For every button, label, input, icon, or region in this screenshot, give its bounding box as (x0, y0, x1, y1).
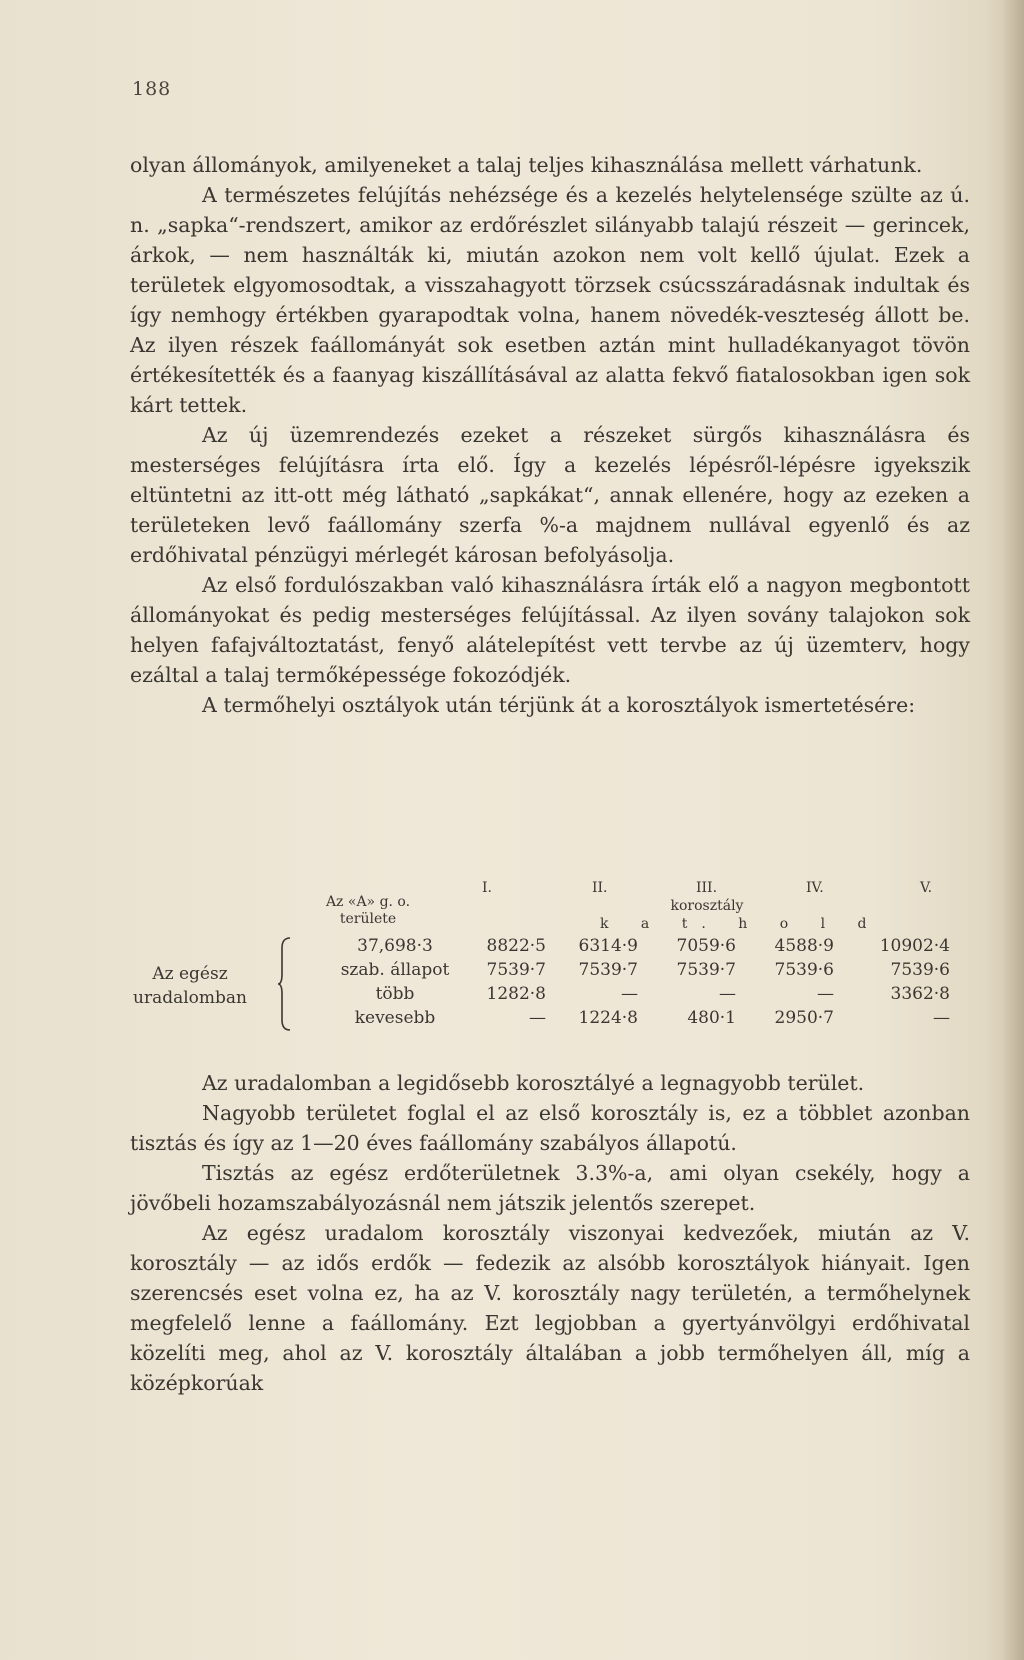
class-header-1: I. (482, 880, 492, 896)
cell: 7539·7 (486, 960, 546, 980)
paragraph: A természetes felújítás nehézsége és a kezelés helytelensége szülte az ú. n. „sapka“-rendszert, amikor az erdőrészlet silányabb talajú részeit — gerincek, árkok, — nem használták ki, miután azokon nem volt kellő újulat. Ezek a területek elgyomosodtak, a visszahagyott törzsek csúcsszáradásnak indultak és így nemhogy értékben gyarapodtak volna, hanem növedék-veszteség állott be. Az ilyen részek faállományát sok esetben aztán mint hulladékanyagot tövön értékesítették és a faanyag kiszállításával az alatta fekvő fiatalosokban igen sok kárt tettek. (130, 183, 970, 417)
cell: 8822·5 (486, 936, 546, 956)
cell: 1282·8 (486, 984, 546, 1004)
cell: — (719, 984, 736, 1004)
class-header-4: IV. (806, 880, 824, 896)
paragraph: Az új üzemrendezés ezeket a részeket sürgős kihasználásra és mesterséges felújításra írta elő. Így a kezelés lépésről-lépésre igyekszik eltüntetni az itt-ott még látható „sapkákat“, annak ellenére, hogy az ezeken a területeken levő faállomány szerfa %-a majdnem nullával egyenlő és az erdőhivatal pénzügyi mérlegét károsan befolyásolja. (130, 423, 970, 567)
area-header: Az «A» g. o. területe (325, 894, 411, 927)
table-row (130, 984, 970, 1008)
row-label: 37,698·3 (357, 936, 433, 956)
body-text-top (130, 150, 970, 720)
cell: — (529, 1008, 546, 1028)
cell: 7059·6 (676, 936, 736, 956)
table-row (130, 960, 970, 984)
class-header-2: II. (592, 880, 608, 896)
table-row (130, 936, 970, 960)
cell: — (817, 984, 834, 1004)
cell: 480·1 (687, 1008, 736, 1028)
body-text-bottom (130, 1068, 970, 1398)
paragraph: Az uradalomban a legidősebb korosztályé a legnagyobb terület. (202, 1071, 865, 1095)
cell: 7539·7 (578, 960, 638, 980)
page-number: 188 (132, 78, 172, 100)
age-class-table (130, 880, 970, 1050)
paragraph: Az egész uradalom korosztály viszonyai kedvezőek, miután az V. korosztály — az idős erdők — fedezik az alsóbb korosztályok hiányait. Igen szerencsés eset volna ez, ha az V. korosztály nagy területén, a termőhelynek megfelelő lenne a faállomány. Ezt legjobban a gyertyánvölgyi erdőhivatal közelíti meg, ahol az V. korosztály általában a jobb termőhelyen áll, míg a középkorúak (130, 1221, 970, 1395)
page-edge-shadow (1002, 0, 1024, 1660)
row-label: több (375, 984, 415, 1004)
paragraph: Nagyobb területet foglal el az első korosztály is, ez a többlet azonban tisztás és így az 1—20 éves faállomány szabályos állapotú. (130, 1101, 970, 1155)
paragraph: olyan állományok, amilyeneket a talaj teljes kihasználása mellett várhatunk. (130, 153, 923, 177)
paragraph: Tisztás az egész erdőterületnek 3.3%-a, ami olyan csekély, hogy a jövőbeli hozamszabályozásnál nem játszik jelentős szerepet. (130, 1161, 970, 1215)
paragraph: Az első fordulószakban való kihasználásra írták elő a nagyon megbontott állományokat és pedig mesterséges felújítással. Az ilyen sovány talajokon sok helyen fafajváltoztatást, fenyő alátelepítést vett tervbe az új üzemterv, hogy ezáltal a talaj termőképessége fokozódjék. (130, 573, 970, 687)
cell: 4588·9 (774, 936, 834, 956)
cell: — (621, 984, 638, 1004)
cell: 6314·9 (578, 936, 638, 956)
group-label-text: Az egész uradalomban (133, 964, 247, 1008)
paragraph: A termőhelyi osztályok után térjünk át a korosztályok ismertetésére: (202, 693, 916, 717)
cell: 2950·7 (774, 1008, 834, 1028)
row-label: kevesebb (354, 1008, 436, 1028)
cell: 7539·7 (676, 960, 736, 980)
class-header-5: V. (920, 880, 933, 896)
table-row (130, 1008, 970, 1032)
cell: 3362·8 (890, 984, 950, 1004)
khold-label: k a t. h o l d (600, 916, 881, 932)
cell: — (933, 1008, 950, 1028)
class-header-3: III. (696, 880, 718, 896)
cell: 7539·6 (890, 960, 950, 980)
cell: 1224·8 (578, 1008, 638, 1028)
row-label: szab. állapot (340, 960, 450, 980)
cell: 10902·4 (879, 936, 950, 956)
cell: 7539·6 (774, 960, 834, 980)
korosztaly-label: korosztály (670, 898, 744, 914)
